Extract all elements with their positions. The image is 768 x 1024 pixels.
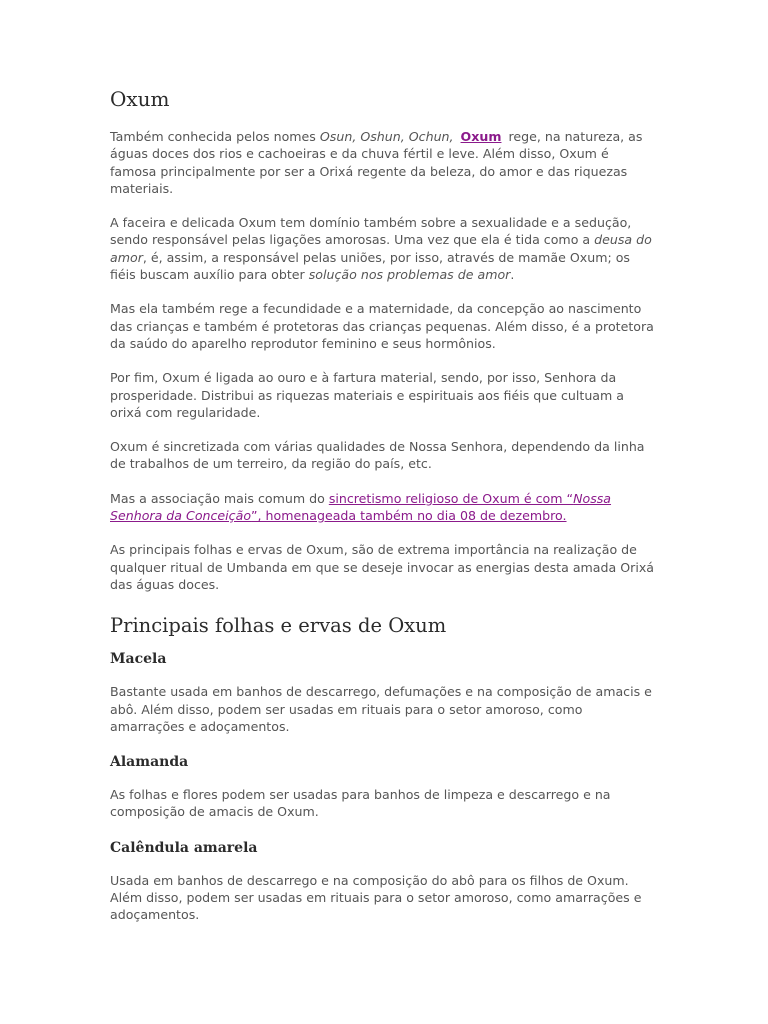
syncretism-link-text-2: ”, homenageada também no dia 08 de dezembro. bbox=[251, 508, 567, 524]
intro-text-post: rege, na natureza, as águas doces dos rios e cachoeiras e da chuva fértil e leve. Além disso, Oxum é famosa principalmente por ser a Orixá regente da beleza, do amor e das riquezas materiais. bbox=[110, 129, 643, 196]
paragraph-love bbox=[110, 214, 658, 283]
solucao-emphasis: solução nos problemas de amor bbox=[308, 267, 511, 283]
alternate-names: Osun, Oshun, Ochun, bbox=[319, 129, 454, 144]
paragraph-herbs-intro: As principais folhas e ervas de Oxum, são de extrema importância na realização de qualquer ritual de Umbanda em que se deseje invocar as energias desta amada Orixá das águas doces. bbox=[110, 542, 655, 592]
herb-title-alamanda: Alamanda bbox=[110, 754, 189, 771]
herb-text-alamanda: As folhas e flores podem ser usadas para banhos de limpeza e descarrego e na composição de amacis de Oxum. bbox=[110, 787, 611, 820]
section-title: Principais folhas e ervas de Oxum bbox=[110, 614, 447, 638]
paragraph-association bbox=[110, 490, 658, 525]
herb-text-macela: Bastante usada em banhos de descarrego, defumações e na composição de amacis e abô. Além disso, podem ser usadas em rituais para o setor amoroso, como amarrações e adoçamentos. bbox=[110, 684, 652, 734]
article bbox=[110, 86, 658, 941]
paragraph-love-text-2: , é, assim, a responsável pelas uniões, por isso, através de mamãe Oxum; os fiéis buscam auxílio para obter bbox=[110, 249, 630, 283]
paragraph-love-text-3: . bbox=[510, 267, 515, 283]
association-text: Mas a associação mais comum do bbox=[110, 490, 329, 506]
intro-text-pre: Também conhecida pelos nomes bbox=[110, 129, 320, 144]
herb-title-calendula: Calêndula amarela bbox=[110, 839, 258, 856]
herb-title-macela: Macela bbox=[110, 651, 167, 668]
intro-paragraph bbox=[110, 128, 658, 197]
syncretism-link-emphasis: Nossa Senhora da Conceição bbox=[110, 490, 612, 524]
paragraph-fertility: Mas ela também rege a fecundidade e a maternidade, da concepção ao nascimento das crianças e também é protetoras das crianças pequenas. Além disso, é a protetora da saúdo do aparelho reprodutor feminino e seus hormônios. bbox=[110, 301, 654, 351]
deusa-do-amor-emphasis: deusa do amor bbox=[110, 232, 652, 265]
page-title: Oxum bbox=[110, 87, 170, 111]
paragraph-syncretism: Oxum é sincretizada com várias qualidades de Nossa Senhora, dependendo da linha de trabalhos de um terreiro, da região do país, etc. bbox=[110, 439, 645, 472]
oxum-link[interactable]: Oxum bbox=[460, 129, 502, 144]
syncretism-link-text: sincretismo religioso de Oxum é com “ bbox=[328, 490, 574, 506]
paragraph-prosperity: Por fim, Oxum é ligada ao ouro e à fartura material, sendo, por isso, Senhora da prosperidade. Distribui as riquezas materiais e espirituais aos fiéis que cultuam a orixá com regularidade. bbox=[110, 370, 625, 420]
herb-text-calendula: Usada em banhos de descarrego e na composição do abô para os filhos de Oxum. Além disso, podem ser usadas em rituais para o setor amoroso, como amarrações e adoçamentos. bbox=[110, 872, 642, 923]
paragraph-love-text-1: A faceira e delicada Oxum tem domínio também sobre a sexualidade e a sedução, sendo responsável pelas ligações amorosas. Uma vez que ela é tida como a bbox=[110, 215, 632, 248]
